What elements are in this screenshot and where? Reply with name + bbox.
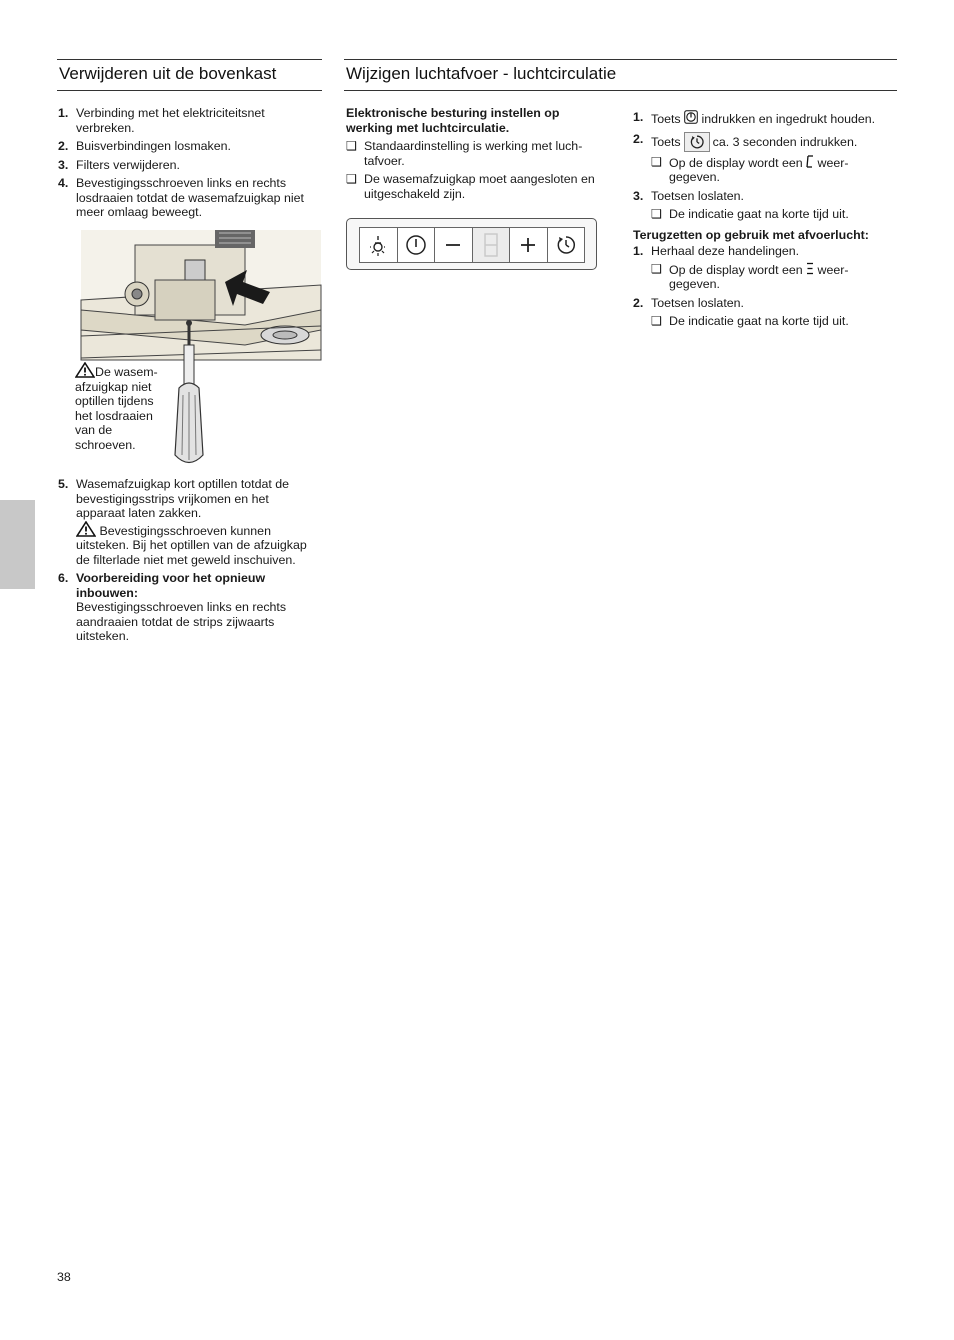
checkbox-icon: ❑ — [651, 207, 663, 221]
chapter-tab — [0, 500, 35, 589]
plus-button[interactable] — [510, 228, 548, 262]
display-circulation-icon — [806, 155, 814, 168]
list-item: 1. Verbinding met het elektriciteitsnet verbreken. — [58, 106, 265, 135]
reset-heading: Terugzetten op gebruik met afvoerlucht: — [633, 227, 869, 242]
page-number: 38 — [57, 1270, 71, 1284]
list-item: ❑ De indicatie gaat na korte tijd uit. — [651, 314, 849, 328]
list-item: 5. Wasemafzuigkap kort optillen totdat de bevestigingsstrips vrijkomen en het apparaat laten zakken. Bevestigingsschroeven kunnen uitsteken. Bij het optillen van de afzuigkap de filterlade niet met geweld inschuiven. — [58, 477, 320, 567]
list-item: ❑ De indicatie gaat na korte tijd uit. — [651, 207, 849, 221]
segment-display — [473, 228, 511, 262]
list-item: 2. Buisverbindingen losmaken. — [58, 139, 231, 153]
list-item: 1. Toets indrukken en ingedrukt houden. — [633, 110, 876, 126]
control-panel — [346, 218, 597, 270]
light-button[interactable] — [360, 228, 398, 262]
plus-icon — [517, 234, 539, 256]
list-item: 6. Voorbereiding voor het opnieuw inbouwen: Bevestigingsschroeven links en rechts aandraaien totdat de strips zijwaarts uitsteken. — [58, 571, 287, 643]
list-item: ❑ Op de display wordt een weer-gegeven. — [651, 154, 849, 184]
list-item: ❑ Standaardinstelling is werking met luch-tafvoer. — [346, 139, 583, 168]
left-steps-1-4 — [58, 106, 320, 220]
timer-icon — [689, 134, 705, 150]
right-steps — [633, 110, 897, 329]
list-item: 1. Herhaal deze handelingen. ❑ Op de display wordt een weer-gegeven. — [633, 244, 897, 292]
left-step-5 — [58, 477, 320, 644]
checkbox-icon: ❑ — [346, 172, 358, 186]
step5-warning: Bevestigingsschroeven kunnen uitsteken. Bij het optillen van de afzuigkap de filterlade niet met geweld inschuiven. — [76, 521, 320, 568]
checkbox-icon: ❑ — [651, 154, 663, 169]
checkbox-icon: ❑ — [346, 139, 358, 153]
checkbox-icon: ❑ — [651, 314, 663, 328]
checkbox-icon: ❑ — [651, 261, 663, 276]
seven-segment-icon — [484, 233, 498, 257]
minus-button[interactable] — [435, 228, 473, 262]
warning-icon — [75, 362, 95, 378]
list-item: ❑ Op de display wordt een weer-gegeven. — [651, 261, 849, 291]
right-intro — [346, 106, 606, 201]
display-exhaust-icon — [806, 262, 814, 275]
list-item: ❑ De wasemafzuigkap moet aangesloten en uitgeschakeld zijn. — [346, 172, 595, 201]
timer-button[interactable] — [548, 228, 585, 262]
warning-icon — [76, 521, 96, 537]
list-item: 3. Filters verwijderen. — [58, 157, 180, 172]
timer-icon — [555, 234, 577, 256]
timer-key — [684, 132, 710, 152]
left-section-heading: Verwijderen uit de bovenkast — [57, 59, 322, 91]
intro-bold: Elektronische besturing instellen op werking met luchtcirculatie. — [346, 106, 560, 135]
minus-icon — [442, 234, 464, 256]
illustration-caption: De wasem-afzuigkap niet optillen tijdens het losdraaien van de schroeven. — [75, 362, 173, 452]
right-section-heading: Wijzigen luchtafvoer - luchtcirculatie — [344, 59, 897, 91]
power-icon — [405, 234, 427, 256]
list-item: 2. Toets ca. 3 seconden indrukken. ❑ Op de display wordt een weer-gegeven. — [633, 132, 897, 185]
control-panel-buttons — [359, 227, 585, 263]
power-button[interactable] — [398, 228, 436, 262]
power-icon — [684, 110, 698, 124]
light-icon — [365, 232, 391, 258]
list-item: 4. Bevestigingsschroeven links en rechts losdraaien totdat de wasemafzuigkap niet meer omlaag beweegt. — [58, 176, 304, 219]
list-item: 3. Toetsen loslaten. ❑ De indicatie gaat na korte tijd uit. — [633, 189, 897, 222]
list-item: 2. Toetsen loslaten. ❑ De indicatie gaat na korte tijd uit. — [633, 296, 897, 329]
